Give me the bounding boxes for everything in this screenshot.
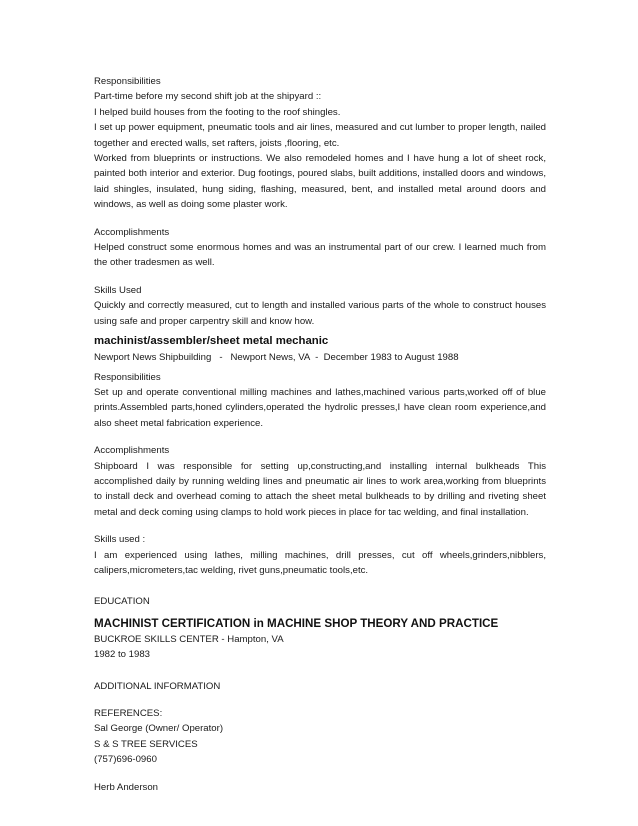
education-heading: EDUCATION xyxy=(94,596,150,608)
references-heading: REFERENCES: xyxy=(94,708,163,719)
job1-responsibilities-heading: Responsibilities xyxy=(94,76,161,87)
job1-para1: I set up power equipment, pneumatic tools and air lines, measured and cut lumber to proper length, nailed together and erected walls, set rafters, joists ,flooring, etc. xyxy=(94,122,546,149)
job1-line2: I helped build houses from the footing to the roof shingles. xyxy=(94,106,341,118)
job2-accomplishments-heading: Accomplishments xyxy=(94,445,170,457)
reference1-name: Sal George (Owner/ Operator) xyxy=(94,723,224,735)
job1-line1: Part-time before my second shift job at the shipyard :: xyxy=(94,91,322,103)
job2-skills: I am experienced using lathes, milling machines, drill presses, cut off wheels,grinders,nibblers, calipers,micrometers,tac welding, rivet guns,pneumatic tools,etc. xyxy=(94,549,546,576)
reference1-phone: (757)696-0960 xyxy=(94,754,157,766)
job2-skills-heading: Skills used : xyxy=(94,534,146,546)
job1-skills: Quickly and correctly measured, cut to length and installed various parts of the whole to construct houses using safe and proper carpentry skill and know how. xyxy=(94,300,546,327)
job1-para2: Worked from blueprints or instructions. We also remodeled homes and I have hung a lot of sheet rock, painted both interior and exterior. Dug footings, poured slabs, built additions, installed doors and windows, laid shingles, insulated, hung siding, flashing, measured, bent, and installed metal around doors and windows, as well as doing some plaster work. xyxy=(94,153,546,211)
reference1-company: S & S TREE SERVICES xyxy=(94,738,198,750)
job1-skills-heading: Skills Used xyxy=(94,284,142,296)
education-school: BUCKROE SKILLS CENTER - Hampton, VA xyxy=(94,633,284,645)
job2-meta: Newport News Shipbuilding - Newport News, VA - December 1983 to August 1988 xyxy=(94,352,459,364)
job2-accomplishments: Shipboard I was responsible for setting up,constructing,and installing internal bulkheads This accomplished daily by running welding lines and pneumatic air lines to work area,working from blueprints to install deck and overhead coming to attach the sheet metal bulkheads to by drilling and riveting sheet metal and deck coming using clamps to hold work pieces in place for tac welding, and final installation. xyxy=(94,460,546,518)
job1-accomplishments: Helped construct some enormous homes and was an instrumental part of our crew. I learned much from the other tradesmen as well. xyxy=(94,242,546,269)
job1-accomplishments-heading: Accomplishments xyxy=(94,226,170,238)
reference2-name: Herb Anderson xyxy=(94,781,158,793)
education-years: 1982 to 1983 xyxy=(94,649,151,661)
job2-responsibilities: Set up and operate conventional milling machines and lathes,machined various parts,worked off of blue prints.Assembled parts,honed cylinders,operated the hydrolic presses,I have clean room experience,and also sheet metal fabrication experience. xyxy=(94,386,546,429)
additional-heading: ADDITIONAL INFORMATION xyxy=(94,680,221,692)
job2-responsibilities-heading: Responsibilities xyxy=(94,371,161,383)
resume-page xyxy=(94,74,546,795)
education-title: MACHINIST CERTIFICATION in MACHINE SHOP THEORY AND PRACTICE xyxy=(94,616,499,630)
job2-title: machinist/assembler/sheet metal mechanic xyxy=(94,335,329,348)
